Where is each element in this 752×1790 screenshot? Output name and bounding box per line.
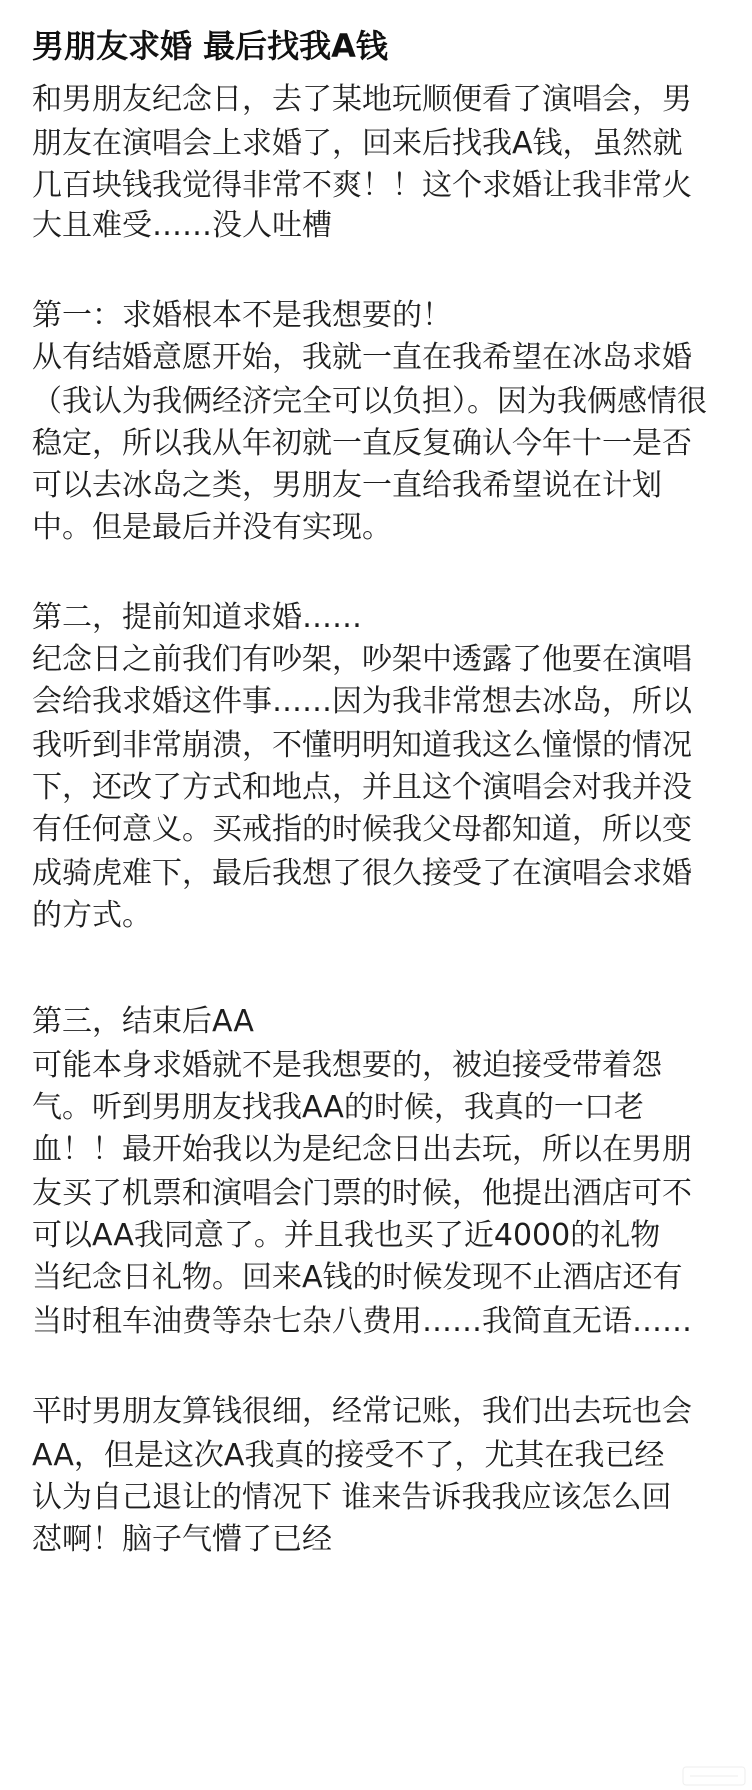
body-line: 可以去冰岛之类，男朋友一直给我希望说在计划 <box>32 468 662 503</box>
body-line: 有任何意义。买戒指的时候我父母都知道，所以变 <box>32 812 692 847</box>
body-line: 几百块钱我觉得非常不爽！！这个求婚让我非常火 <box>32 168 692 203</box>
body-line: 友买了机票和演唱会门票的时候，他提出酒店可不 <box>32 1176 692 1211</box>
body-line: 可能本身求婚就不是我想要的，被迫接受带着怨 <box>32 1048 662 1083</box>
body-line: 我听到非常崩溃，不懂明明知道我这么憧憬的情况 <box>32 728 692 763</box>
body-line: 从有结婚意愿开始，我就一直在我希望在冰岛求婚 <box>32 340 692 375</box>
body-line: 大且难受……没人吐槽 <box>32 208 332 243</box>
body-line: 会给我求婚这件事……因为我非常想去冰岛，所以 <box>32 684 692 719</box>
body-line: 的方式。 <box>32 898 152 933</box>
body-line: 第二，提前知道求婚…… <box>32 600 362 635</box>
body-line: AA，但是这次A我真的接受不了，尤其在我已经 <box>32 1438 665 1473</box>
body-line: 当纪念日礼物。回来A钱的时候发现不止酒店还有 <box>32 1260 683 1295</box>
body-line: 下，还改了方式和地点，并且这个演唱会对我并没 <box>32 770 692 805</box>
body-line: 气。听到男朋友找我AA的时候，我真的一口老 <box>32 1090 644 1125</box>
body-line: 当时租车油费等杂七杂八费用……我简直无语…… <box>32 1304 692 1339</box>
body-line: 中。但是最后并没有实现。 <box>32 510 392 545</box>
body-line: 和男朋友纪念日，去了某地玩顺便看了演唱会，男 <box>32 82 692 117</box>
body-line: 第三，结束后AA <box>32 1004 254 1039</box>
body-line: 稳定，所以我从年初就一直反复确认今年十一是否 <box>32 426 692 461</box>
body-line: （我认为我俩经济完全可以负担）。因为我俩感情很 <box>32 384 707 419</box>
post-title: 男朋友求婚 最后找我A钱 <box>32 27 388 65</box>
body-line: 纪念日之前我们有吵架，吵架中透露了他要在演唱 <box>32 642 692 677</box>
body-line: 成骑虎难下，最后我想了很久接受了在演唱会求婚 <box>32 856 692 891</box>
body-line: 第一：求婚根本不是我想要的！ <box>32 298 452 333</box>
body-line: 可以AA我同意了。并且我也买了近4000的礼物 <box>32 1218 661 1253</box>
watermark-graphic <box>682 1766 746 1786</box>
body-line: 血！！最开始我以为是纪念日出去玩，所以在男朋 <box>32 1132 692 1167</box>
body-line: 平时男朋友算钱很细，经常记账，我们出去玩也会 <box>32 1394 692 1429</box>
body-line: 认为自己退让的情况下 谁来告诉我我应该怎么回 <box>32 1480 672 1515</box>
body-line: 朋友在演唱会上求婚了，回来后找我A钱，虽然就 <box>32 126 683 161</box>
body-line: 怼啊！脑子气懵了已经 <box>32 1522 332 1557</box>
